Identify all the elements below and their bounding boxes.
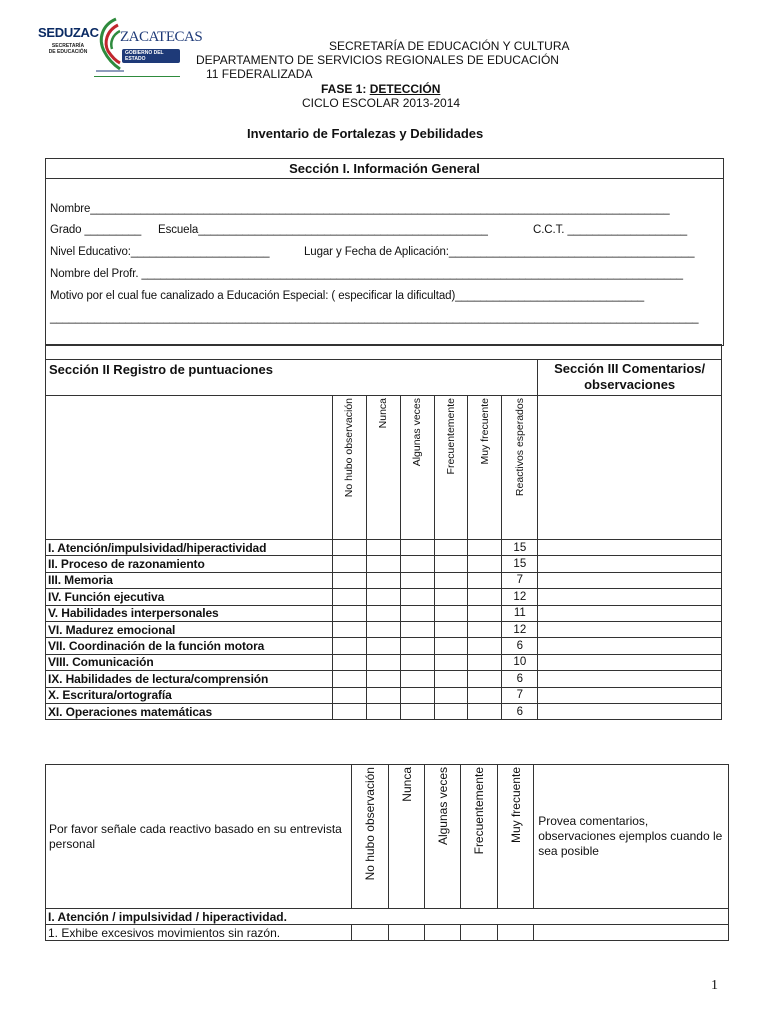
score-row-label: I. Atención/impulsividad/hiperactividad bbox=[46, 540, 333, 556]
section2-header-row bbox=[46, 360, 722, 396]
score-cell-frecuentemente[interactable] bbox=[434, 605, 468, 621]
score-cell-nunca[interactable] bbox=[366, 589, 400, 605]
score-expected: 6 bbox=[502, 703, 538, 719]
seduzac-subtitle: SECRETARÍA DE EDUCACIÓN bbox=[48, 43, 88, 55]
score-cell-frecuentemente[interactable] bbox=[434, 687, 468, 703]
score-comment-cell[interactable] bbox=[538, 621, 722, 637]
fase-label bbox=[321, 82, 440, 96]
score-expected: 6 bbox=[502, 671, 538, 687]
score-row bbox=[46, 654, 722, 670]
score-cell-algunas-veces[interactable] bbox=[400, 671, 434, 687]
items-category-row bbox=[46, 909, 729, 925]
col-frecuentemente bbox=[434, 396, 468, 540]
field-grado[interactable]: Grado _________ bbox=[50, 224, 142, 236]
document-title: Inventario de Fortalezas y Debilidades bbox=[247, 126, 484, 141]
field-escuela[interactable]: Escuela______________________________________________ bbox=[158, 224, 488, 236]
score-row bbox=[46, 605, 722, 621]
score-row-label: X. Escritura/ortografía bbox=[46, 687, 333, 703]
col-reactivos-esperados-label: Reactivos esperados bbox=[513, 398, 526, 497]
field-profesor[interactable]: Nombre del Profr. ______________________________________________________________________________________ bbox=[50, 268, 683, 280]
score-row bbox=[46, 589, 722, 605]
score-row bbox=[46, 621, 722, 637]
score-row bbox=[46, 703, 722, 719]
section1-box bbox=[45, 158, 724, 346]
score-cell-algunas-veces[interactable] bbox=[400, 687, 434, 703]
score-expected: 7 bbox=[502, 572, 538, 588]
col-nunca-label: Nunca bbox=[377, 398, 390, 429]
items-header-row bbox=[46, 765, 729, 909]
col-algunas-veces bbox=[400, 396, 434, 540]
items-col-algunas-veces bbox=[425, 765, 461, 909]
score-row-label: IX. Habilidades de lectura/comprensión bbox=[46, 671, 333, 687]
fase-word: DETECCIÓN bbox=[369, 82, 441, 96]
score-expected: 12 bbox=[502, 621, 538, 637]
score-cell-nunca[interactable] bbox=[366, 638, 400, 654]
score-row-label: VII. Coordinación de la función motora bbox=[46, 638, 333, 654]
score-cell-muy-frecuente[interactable] bbox=[468, 556, 502, 572]
field-motivo[interactable]: Motivo por el cual fue canalizado a Educación Especial: ( especificar la dificultad)______________________________ bbox=[50, 290, 645, 302]
score-comment-cell[interactable] bbox=[538, 638, 722, 654]
col-no-observacion-label: No hubo observación bbox=[343, 398, 356, 498]
zacatecas-subtitle: GOBIERNO DEL ESTADO bbox=[122, 49, 180, 63]
score-cell-nunca[interactable] bbox=[366, 621, 400, 637]
score-cell-muy-frecuente[interactable] bbox=[468, 671, 502, 687]
section1-heading: Sección I. Información General bbox=[46, 159, 723, 179]
col-frecuentemente-label: Frecuentemente bbox=[444, 398, 457, 475]
score-row-label: XI. Operaciones matemáticas bbox=[46, 703, 333, 719]
score-cell-frecuentemente[interactable] bbox=[434, 703, 468, 719]
score-row-label: VI. Madurez emocional bbox=[46, 621, 333, 637]
score-comment-cell[interactable] bbox=[538, 654, 722, 670]
page-number: 1 bbox=[711, 978, 718, 993]
item-1-cell-muy-frecuente[interactable] bbox=[498, 925, 534, 941]
score-expected: 6 bbox=[502, 638, 538, 654]
items-col-algunas-veces-label: Algunas veces bbox=[435, 767, 450, 846]
score-row-label: II. Proceso de razonamiento bbox=[46, 556, 333, 572]
score-cell-nunca[interactable] bbox=[366, 654, 400, 670]
score-row bbox=[46, 687, 722, 703]
score-cell-algunas-veces[interactable] bbox=[400, 589, 434, 605]
score-row bbox=[46, 572, 722, 588]
score-cell-nunca[interactable] bbox=[366, 540, 400, 556]
score-row bbox=[46, 540, 722, 556]
score-cell-frecuentemente[interactable] bbox=[434, 589, 468, 605]
score-cell-no-observacion[interactable] bbox=[332, 540, 366, 556]
items-col-frecuentemente-label: Frecuentemente bbox=[472, 767, 487, 855]
logo-underline bbox=[94, 76, 180, 77]
score-cell-frecuentemente[interactable] bbox=[434, 671, 468, 687]
score-cell-muy-frecuente[interactable] bbox=[468, 638, 502, 654]
header-line2: DEPARTAMENTO DE SERVICIOS REGIONALES DE EDUCACIÓN bbox=[196, 53, 559, 67]
spacer-cell bbox=[46, 345, 722, 360]
items-col-no-observacion bbox=[352, 765, 389, 909]
comments-header-blank bbox=[538, 396, 722, 540]
score-cell-frecuentemente[interactable] bbox=[434, 654, 468, 670]
score-cell-nunca[interactable] bbox=[366, 605, 400, 621]
ciclo-escolar: CICLO ESCOLAR 2013-2014 bbox=[302, 96, 461, 110]
items-col-frecuentemente bbox=[461, 765, 498, 909]
score-comment-cell[interactable] bbox=[538, 671, 722, 687]
score-cell-no-observacion[interactable] bbox=[332, 556, 366, 572]
score-expected: 11 bbox=[502, 605, 538, 621]
score-cell-muy-frecuente[interactable] bbox=[468, 589, 502, 605]
score-expected: 10 bbox=[502, 654, 538, 670]
score-cell-frecuentemente[interactable] bbox=[434, 572, 468, 588]
score-cell-nunca[interactable] bbox=[366, 572, 400, 588]
header-line3: 11 FEDERALIZADA bbox=[206, 67, 313, 81]
field-nivel[interactable]: Nivel Educativo:______________________ bbox=[50, 246, 270, 258]
score-cell-nunca[interactable] bbox=[366, 556, 400, 572]
zacatecas-logo: ZACATECAS bbox=[120, 29, 203, 45]
col-muy-frecuente-label: Muy frecuente bbox=[478, 398, 491, 465]
score-cell-muy-frecuente[interactable] bbox=[468, 605, 502, 621]
score-cell-no-observacion[interactable] bbox=[332, 605, 366, 621]
items-col-nunca bbox=[389, 765, 425, 909]
col-muy-frecuente bbox=[468, 396, 502, 540]
col-reactivos-esperados bbox=[502, 396, 538, 540]
score-cell-no-observacion[interactable] bbox=[332, 703, 366, 719]
field-cct[interactable]: C.C.T. ___________________ bbox=[533, 224, 688, 236]
score-cell-nunca[interactable] bbox=[366, 703, 400, 719]
score-cell-no-observacion[interactable] bbox=[332, 572, 366, 588]
score-cell-muy-frecuente[interactable] bbox=[468, 654, 502, 670]
section3-comments-heading: Sección III Comentarios/ observaciones bbox=[538, 360, 722, 396]
items-instruction: Por favor señale cada reactivo basado en su entrevista personal bbox=[46, 765, 352, 909]
col-algunas-veces-label: Algunas veces bbox=[411, 398, 424, 467]
score-cell-muy-frecuente[interactable] bbox=[468, 540, 502, 556]
score-cell-algunas-veces[interactable] bbox=[400, 621, 434, 637]
seduzac-logo: SEDUZAC bbox=[38, 25, 99, 40]
score-cell-algunas-veces[interactable] bbox=[400, 556, 434, 572]
score-cell-muy-frecuente[interactable] bbox=[468, 687, 502, 703]
score-row bbox=[46, 556, 722, 572]
score-cell-no-observacion[interactable] bbox=[332, 687, 366, 703]
items-col-muy-frecuente-label: Muy frecuente bbox=[508, 767, 523, 844]
score-cell-frecuentemente[interactable] bbox=[434, 540, 468, 556]
score-row-label: VIII. Comunicación bbox=[46, 654, 333, 670]
score-cell-muy-frecuente[interactable] bbox=[468, 621, 502, 637]
score-expected: 15 bbox=[502, 540, 538, 556]
field-motivo-continuation[interactable]: _______________________________________________________________________________________________________ bbox=[50, 312, 699, 324]
fase-prefix: FASE 1: bbox=[321, 82, 370, 96]
item-1-cell-nunca[interactable] bbox=[389, 925, 425, 941]
score-comment-cell[interactable] bbox=[538, 605, 722, 621]
col-nunca bbox=[366, 396, 400, 540]
col-no-observacion bbox=[332, 396, 366, 540]
score-cell-frecuentemente[interactable] bbox=[434, 621, 468, 637]
section2-heading: Sección II Registro de puntuaciones bbox=[46, 360, 538, 396]
score-cell-algunas-veces[interactable] bbox=[400, 703, 434, 719]
score-row-label: V. Habilidades interpersonales bbox=[46, 605, 333, 621]
scores-table bbox=[45, 344, 722, 720]
score-row-label: III. Memoria bbox=[46, 572, 333, 588]
score-comment-cell[interactable] bbox=[538, 589, 722, 605]
item-1-cell-frecuentemente[interactable] bbox=[461, 925, 498, 941]
items-col-no-observacion-label: No hubo observación bbox=[363, 767, 378, 881]
items-category-label: I. Atención / impulsividad / hiperactividad. bbox=[46, 909, 729, 925]
score-cell-muy-frecuente[interactable] bbox=[468, 703, 502, 719]
score-row-label: IV. Función ejecutiva bbox=[46, 589, 333, 605]
header-line1: SECRETARÍA DE EDUCACIÓN Y CULTURA bbox=[329, 39, 570, 53]
score-comment-cell[interactable] bbox=[538, 687, 722, 703]
item-1-cell-no-observacion[interactable] bbox=[352, 925, 389, 941]
score-cell-no-observacion[interactable] bbox=[332, 671, 366, 687]
score-cell-no-observacion[interactable] bbox=[332, 589, 366, 605]
score-cell-nunca[interactable] bbox=[366, 671, 400, 687]
score-cell-no-observacion[interactable] bbox=[332, 621, 366, 637]
score-cell-algunas-veces[interactable] bbox=[400, 638, 434, 654]
item-1-label: 1. Exhibe excesivos movimientos sin razón. bbox=[46, 925, 352, 941]
items-col-nunca-label: Nunca bbox=[399, 767, 414, 802]
score-cell-frecuentemente[interactable] bbox=[434, 556, 468, 572]
item-1-cell-algunas-veces[interactable] bbox=[425, 925, 461, 941]
score-cell-algunas-veces[interactable] bbox=[400, 572, 434, 588]
items-col-muy-frecuente bbox=[498, 765, 534, 909]
score-expected: 15 bbox=[502, 556, 538, 572]
score-comment-cell[interactable] bbox=[538, 703, 722, 719]
score-row bbox=[46, 638, 722, 654]
score-rows bbox=[46, 540, 722, 720]
score-comment-cell[interactable] bbox=[538, 540, 722, 556]
score-comment-cell[interactable] bbox=[538, 556, 722, 572]
score-cell-no-observacion[interactable] bbox=[332, 654, 366, 670]
score-cell-algunas-veces[interactable] bbox=[400, 605, 434, 621]
field-nombre[interactable]: Nombre____________________________________________________________________________________________ bbox=[50, 203, 670, 215]
score-cell-muy-frecuente[interactable] bbox=[468, 572, 502, 588]
score-expected: 7 bbox=[502, 687, 538, 703]
score-cell-nunca[interactable] bbox=[366, 687, 400, 703]
blank-header-cell bbox=[46, 396, 333, 540]
score-cell-frecuentemente[interactable] bbox=[434, 638, 468, 654]
item-1-cell-comments[interactable] bbox=[534, 925, 729, 941]
score-cell-algunas-veces[interactable] bbox=[400, 540, 434, 556]
score-expected: 12 bbox=[502, 589, 538, 605]
items-row bbox=[46, 925, 729, 941]
column-header-row bbox=[46, 396, 722, 540]
field-lugar-fecha[interactable]: Lugar y Fecha de Aplicación:_______________________________________ bbox=[304, 246, 695, 258]
score-comment-cell[interactable] bbox=[538, 572, 722, 588]
items-comments-instruction: Provea comentarios, observaciones ejemplos cuando le sea posible bbox=[534, 765, 729, 909]
spacer-row bbox=[46, 345, 722, 360]
score-cell-algunas-veces[interactable] bbox=[400, 654, 434, 670]
header-logos bbox=[34, 15, 203, 77]
items-table bbox=[45, 764, 729, 941]
score-cell-no-observacion[interactable] bbox=[332, 638, 366, 654]
score-row bbox=[46, 671, 722, 687]
